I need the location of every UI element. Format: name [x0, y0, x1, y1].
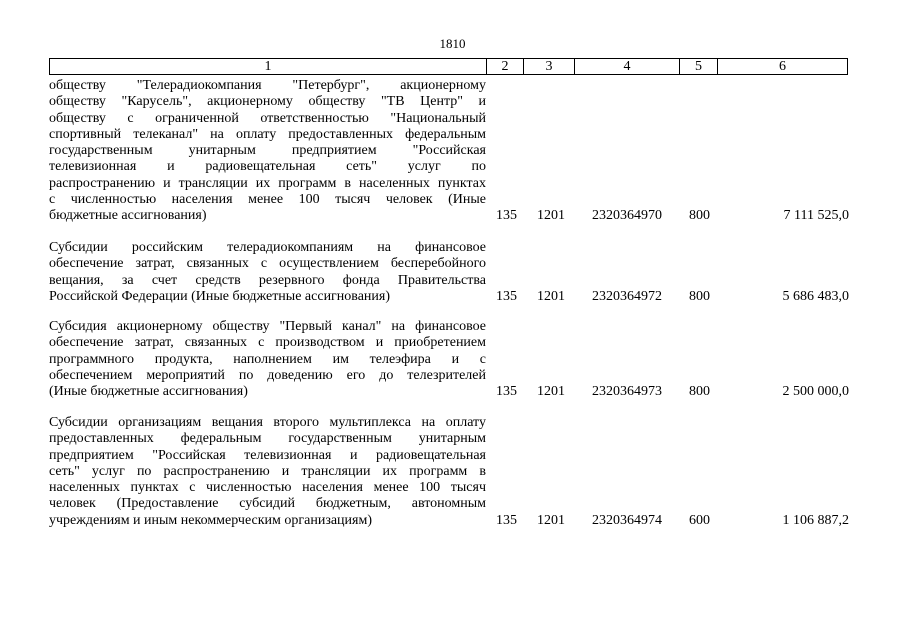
description-line: предоставленных федеральным государственным унитарным: [49, 431, 486, 447]
target-article-code: 2320364972: [592, 288, 662, 304]
section-code: 1201: [537, 512, 565, 528]
description-line: Субсидии российским телерадиокомпаниям на финансовое: [49, 240, 486, 255]
section-code: 1201: [537, 288, 565, 304]
amount: 1 106 887,2: [782, 512, 849, 528]
column-header-3: 3: [524, 59, 575, 75]
description-line: распространению и трансляции их программ в населенных пунктах: [49, 175, 486, 191]
table-row: [49, 415, 849, 531]
description-line: обеспечением мероприятий по доведению его до телезрителей: [49, 367, 486, 383]
description-line: обеспечение затрат, связанных с осуществлением бесперебойного: [49, 256, 486, 272]
description-line: Российской Федерации (Иные бюджетные ассигнования): [49, 288, 391, 304]
description-line: предприятием "Российская телевизионная и радиовещательная: [49, 447, 486, 463]
target-article-code: 2320364973: [592, 384, 662, 400]
description-line: обеспечение затрат, связанных с производством и приобретением: [49, 335, 486, 351]
column-header-table: [49, 58, 848, 75]
column-header-1: 1: [50, 59, 487, 75]
description-line: телевизионная и радиовещательная сеть" услуг по: [49, 159, 486, 175]
amount: 7 111 525,0: [783, 208, 849, 224]
description-line: обществу с ограниченной ответственностью "Национальный: [49, 110, 486, 126]
expense-type-code: 800: [689, 208, 710, 224]
section-code: 1201: [537, 208, 565, 224]
description-line: спортивный телеканал" на оплату предоставленных федеральным: [49, 126, 486, 142]
admin-code: 135: [496, 288, 517, 304]
table-row: [49, 319, 849, 402]
description-line: Субсидии организациям вещания второго мультиплекса на оплату: [49, 415, 486, 430]
row-description: [49, 415, 486, 529]
description-line: государственным унитарным предприятием "Российская: [49, 143, 486, 159]
description-line: человек (Предоставление субсидий бюджетным, автономным: [49, 496, 486, 512]
description-line: обществу "Карусель", акционерному обществу "ТВ Центр" и: [49, 94, 486, 110]
description-line: Субсидия акционерному обществу "Первый канал" на финансовое: [49, 319, 486, 334]
amount: 5 686 483,0: [782, 288, 849, 304]
description-line: бюджетные ассигнования): [49, 208, 207, 224]
table-row: [49, 240, 849, 306]
table-row: [49, 78, 849, 228]
target-article-code: 2320364974: [592, 512, 662, 528]
column-header-4: 4: [575, 59, 680, 75]
target-article-code: 2320364970: [592, 208, 662, 224]
column-header-2: 2: [487, 59, 524, 75]
column-header-6: 6: [718, 59, 848, 75]
column-header-row: [50, 59, 848, 75]
description-line: с численностью населения менее 100 тысяч человек (Иные: [49, 192, 486, 208]
admin-code: 135: [496, 208, 517, 224]
description-line: сеть" услуг по распространению и трансляции их программ в: [49, 463, 486, 479]
description-line: программного продукта, наполнением им телеэфира и с: [49, 351, 486, 367]
expense-type-code: 600: [689, 512, 710, 528]
page-number: 1810: [439, 36, 466, 51]
description-line: вещания, за счет средств резервного фонда Правительства: [49, 272, 486, 288]
description-line: (Иные бюджетные ассигнования): [49, 384, 248, 400]
section-code: 1201: [537, 384, 565, 400]
amount: 2 500 000,0: [782, 384, 849, 400]
expense-type-code: 800: [689, 288, 710, 304]
admin-code: 135: [496, 512, 517, 528]
row-description: [49, 78, 486, 225]
row-description: [49, 240, 486, 305]
description-line: учреждениям и иным некоммерческим организациям): [49, 512, 373, 528]
description-line: обществу "Телерадиокомпания "Петербург", акционерному: [49, 78, 486, 93]
row-description: [49, 319, 486, 400]
admin-code: 135: [496, 384, 517, 400]
description-line: населенных пунктах с численностью населения менее 100 тысяч: [49, 480, 486, 496]
expense-type-code: 800: [689, 384, 710, 400]
column-header-5: 5: [680, 59, 718, 75]
